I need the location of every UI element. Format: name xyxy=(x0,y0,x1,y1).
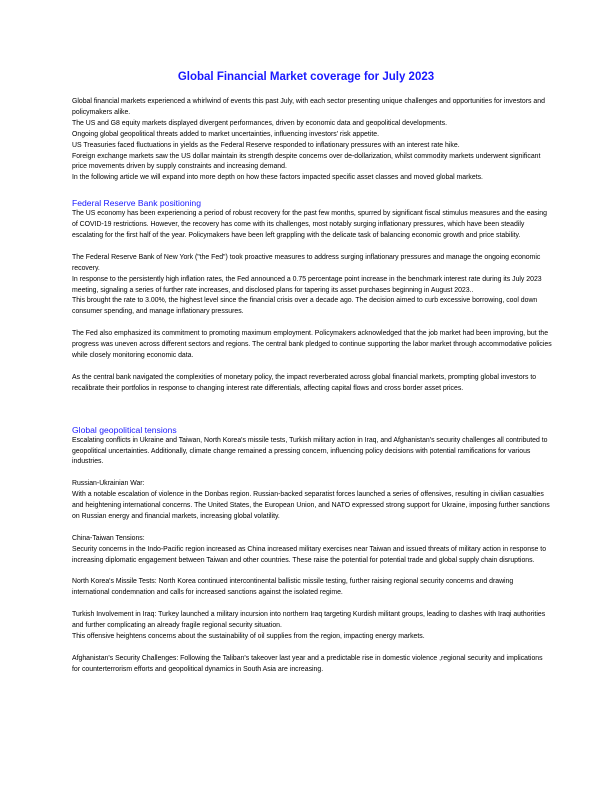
fed-paragraph: In response to the persistently high inflation rates, the Fed announced a 0.75 percentage point increase in the benchmark interest rate during its July 2023 meeting, signaling a series of further rate increases, and disclosed plans for tapering its asset purchases beginning in August 2023.. xyxy=(72,275,542,294)
fed-paragraph: As the central bank navigated the complexities of monetary policy, the impact reverberated across global financial markets, prompting global investors to recalibrate their portfolios in response to changing interest rate differentials, affecting capital flows and cross border asset prices. xyxy=(72,373,537,392)
fed-paragraph: The Federal Reserve Bank of New York ("the Fed") took proactive measures to address surging inflationary pressures and manage the ongoing economic recovery. xyxy=(72,253,541,272)
intro-paragraph: In the following article we will expand into more depth on how these factors impacted specific asset classes and moved global markets. xyxy=(72,174,483,182)
turkey-paragraph: This offensive heightens concerns about the sustainability of oil supplies from the region, impacting energy markets. xyxy=(72,632,425,640)
north-korea-paragraph: North Korea's Missile Tests: North Korea continued intercontinental ballistic missile testing, further raising regional security concerns and drawing international condemnation and calls for increased sanctions against the isolated regime. xyxy=(72,578,514,597)
intro-paragraph: Foreign exchange markets saw the US dollar maintain its strength despite concerns over de-dollarization, whilst commodity markets underwent significant price movements driven by supply constraints and increasing demand. xyxy=(72,152,541,171)
intro-paragraph: Global financial markets experienced a whirlwind of events this past July, with each sector presenting unique challenges and opportunities for investors and policymakers alike. xyxy=(72,98,545,116)
section-heading-fed: Federal Reserve Bank positioning xyxy=(72,198,201,209)
russia-label: Russian-Ukrainian War: xyxy=(72,480,145,488)
turkey-paragraph: Turkish Involvement in Iraq: Turkey launched a military incursion into northern Iraq targeting Kurdish militant groups, leading to clashes with Iraqi authorities and further complicating an already fragile regional security situation. xyxy=(72,611,546,629)
russia-paragraph: With a notable escalation of violence in the Donbas region. Russian-backed separatist forces launched a series of offensives, resulting in civilian casualties and heightening international concerns. The United States, the European Union, and NATO expressed strong support for Ukraine, imposing further sanctions on Russian energy and financial markets, increasing global volatility. xyxy=(72,491,550,520)
intro-paragraph: Ongoing global geopolitical threats added to market uncertainties, influencing investors' risk appetite. xyxy=(72,130,379,138)
china-paragraph: Security concerns in the Indo-Pacific region increased as China increased military exercises near Taiwan and issued threats of military action in response to increasing diplomatic engagement between Taiwan and other countries. These raise the potential for potential trade and global supply chain disruptions. xyxy=(72,545,547,564)
china-label: China-Taiwan Tensions: xyxy=(72,534,145,542)
intro-paragraph: US Treasuries faced fluctuations in yields as the Federal Reserve responded to inflationary pressures with an interest rate hike. xyxy=(72,141,460,149)
fed-paragraph: The Fed also emphasized its commitment to promoting maximum employment. Policymakers acknowledged that the job market had been improving, but the progress was uneven across different sectors and regions. The central bank pledged to continue supporting the labor market through accommodative policies while closely monitoring economic data. xyxy=(72,330,552,359)
fed-paragraph: This brought the rate to 3.00%, the highest level since the financial crisis over a decade ago. The decision aimed to curb excessive borrowing, cool down consumer spending, and manage inflationary pressures. xyxy=(72,297,538,316)
geo-paragraph: Escalating conflicts in Ukraine and Taiwan, North Korea's missile tests, Turkish military action in Iraq, and Afghanistan's security challenges all contributed to geopolitical uncertainties. Additionally, climate change remained a pressing concern, influencing policy decisions with potential ramifications for various industries. xyxy=(72,436,548,466)
fed-paragraph: The US economy has been experiencing a period of robust recovery for the past few months, spurred by significant fiscal stimulus measures and the easing of COVID-19 restrictions. However, the recovery has come with its challenges, most notably surging inflationary pressures, which have been steadily escalating for the first half of the year. Policymakers have been left grappling with the delicate task of balancing economic growth and price stability. xyxy=(72,210,547,240)
section-heading-geo: Global geopolitical tensions xyxy=(72,424,177,435)
document-body xyxy=(72,97,552,675)
document-title: Global Financial Market coverage for July 2023 xyxy=(177,71,435,83)
afghanistan-paragraph: Afghanistan's Security Challenges: Following the Taliban's takeover last year and a predictable rise in domestic violence ,regional security and implications for counterterrorism efforts and geopolitical dynamics in South Asia are increasing. xyxy=(72,654,543,673)
intro-paragraph: The US and G8 equity markets displayed divergent performances, driven by economic data and geopolitical developments. xyxy=(72,119,447,127)
